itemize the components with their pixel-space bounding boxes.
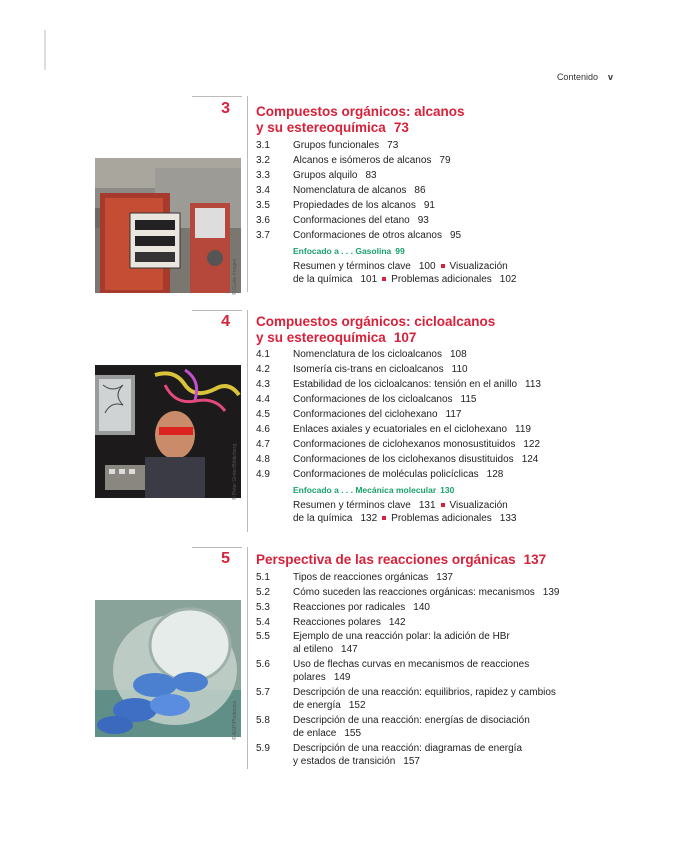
section-title: Reacciones polares — [293, 617, 381, 628]
section-page: 152 — [348, 700, 366, 711]
photo-credit: © AGP/Photonica — [232, 701, 238, 740]
section-title: Descripción de una reacción: equilibrios, rapidez y cambios — [293, 687, 556, 698]
chapter-title-line-1: Perspectiva de las reacciones orgánicas — [256, 552, 516, 567]
section-title: Conformaciones de ciclohexanos monosustituidos — [293, 439, 516, 450]
section-number: 4.6 — [256, 424, 270, 435]
section-title: Conformaciones del etano — [293, 215, 410, 226]
section-number: 4.7 — [256, 439, 270, 450]
section-title: Nomenclatura de alcanos — [293, 185, 407, 196]
summary-page: 131 — [418, 500, 436, 511]
section-title-cont: polares — [293, 672, 326, 683]
section-page: 139 — [542, 587, 560, 598]
section-page: 91 — [423, 200, 435, 211]
section-page: 128 — [486, 469, 504, 480]
section-number: 3.2 — [256, 155, 270, 166]
section-title: Conformaciones del ciclohexano — [293, 409, 438, 420]
toc-row[interactable] — [256, 407, 516, 422]
chapter-title-line-1: Compuestos orgánicos: cicloalcanos — [256, 314, 496, 329]
section-number: 5.5 — [256, 631, 270, 642]
section-page: 119 — [515, 424, 531, 435]
section-number: 5.8 — [256, 715, 270, 726]
focus-label: Enfocado a . . . Mecánica molecular — [293, 485, 437, 495]
section-number: 5.9 — [256, 743, 270, 754]
visualization-link-cont[interactable]: de la química — [293, 513, 353, 524]
focus-on-entry[interactable] — [256, 482, 516, 499]
bullet-square-icon — [441, 264, 445, 268]
section-list — [256, 347, 541, 525]
chapter-rule — [192, 96, 242, 97]
section-page: 115 — [460, 394, 477, 405]
section-page: 73 — [387, 140, 399, 151]
section-title-cont: al etileno — [293, 644, 334, 655]
bullet-square-icon — [441, 503, 445, 507]
section-number: 4.1 — [256, 349, 270, 360]
section-list — [256, 138, 516, 286]
chapter-5-photo — [95, 600, 241, 737]
visualization-link[interactable]: Visualización — [449, 500, 508, 511]
section-title: Enlaces axiales y ecuatoriales en el ciclohexano — [293, 424, 508, 435]
chapter-vertical-rule — [247, 310, 248, 532]
chapter-rule — [192, 547, 242, 548]
summary-entry — [256, 499, 516, 525]
section-number: 3.1 — [256, 140, 270, 151]
chapter-title-page: 73 — [393, 120, 409, 135]
toc-row[interactable] — [256, 183, 516, 198]
section-title-cont: y estados de transición — [293, 756, 396, 767]
section-page: 157 — [403, 756, 420, 767]
running-head-label: Contenido — [556, 72, 598, 82]
section-title: Descripción de una reacción: diagramas de energía — [293, 743, 523, 754]
photo-credit: © Peter Ginter/Bilderberg — [232, 443, 238, 500]
toc-row[interactable] — [256, 392, 516, 407]
toc-row[interactable] — [256, 213, 516, 228]
section-page: 108 — [449, 349, 467, 360]
section-title: Tipos de reacciones orgánicas — [293, 572, 429, 583]
problems-link[interactable]: Problemas adicionales — [391, 274, 492, 285]
chapter-4-photo — [95, 365, 241, 498]
toc-row[interactable] — [256, 138, 516, 153]
toc-row[interactable] — [256, 452, 539, 467]
section-page: 93 — [417, 215, 429, 226]
section-number: 5.7 — [256, 687, 270, 698]
section-page: 140 — [413, 602, 430, 613]
toc-row[interactable] — [256, 362, 516, 377]
section-page: 83 — [365, 170, 377, 181]
toc-row[interactable] — [256, 422, 531, 437]
chapter-title-page: 107 — [393, 330, 417, 345]
visualization-page: 101 — [360, 274, 378, 285]
focus-page: 99 — [395, 246, 405, 256]
section-title: Conformaciones de los cicloalcanos — [293, 394, 453, 405]
summary-link[interactable]: Resumen y términos clave — [293, 500, 411, 511]
section-page: 137 — [436, 572, 453, 583]
section-number: 5.4 — [256, 617, 270, 628]
chapter-title — [256, 314, 495, 346]
section-title: Conformaciones de los ciclohexanos disustituidos — [293, 454, 514, 465]
section-page: 124 — [521, 454, 539, 465]
section-title: Descripción de una reacción: energías de disociación — [293, 715, 530, 726]
focus-label: Enfocado a . . . Gasolina — [293, 246, 392, 256]
section-number: 3.7 — [256, 230, 270, 241]
section-page: 113 — [525, 379, 541, 390]
section-number: 4.3 — [256, 379, 270, 390]
section-title: Nomenclatura de los cicloalcanos — [293, 349, 442, 360]
section-title: Estabilidad de los cicloalcanos: tensión en el anillo — [293, 379, 518, 390]
section-number: 3.5 — [256, 200, 270, 211]
section-number: 4.5 — [256, 409, 270, 420]
chapter-number: 4 — [221, 313, 230, 330]
section-page: 110 — [451, 364, 468, 375]
summary-page: 100 — [418, 261, 436, 272]
photo-credit: © Gusto Images — [232, 258, 238, 295]
section-page: 142 — [388, 617, 406, 628]
section-number: 5.2 — [256, 587, 270, 598]
section-title-cont: de energía — [293, 700, 341, 711]
section-title: Grupos alquilo — [293, 170, 358, 181]
visualization-link[interactable]: Visualización — [449, 261, 508, 272]
section-number: 3.6 — [256, 215, 270, 226]
section-number: 5.3 — [256, 602, 270, 613]
toc-row[interactable] — [256, 437, 541, 452]
bullet-square-icon — [382, 277, 386, 281]
section-title: Uso de flechas curvas en mecanismos de reacciones — [293, 659, 530, 670]
running-head — [557, 72, 613, 82]
chapter-title-line-2: y su estereoquímica — [256, 120, 386, 135]
section-page: 155 — [344, 728, 362, 739]
summary-entry — [256, 260, 516, 286]
chapter-number: 3 — [221, 100, 230, 117]
toc-row[interactable] — [256, 153, 516, 168]
section-title: Alcanos e isómeros de alcanos — [293, 155, 432, 166]
visualization-link-cont[interactable]: de la química — [293, 274, 353, 285]
section-title: Grupos funcionales — [293, 140, 380, 151]
chapter-3-photo — [95, 158, 241, 293]
toc-row[interactable] — [256, 228, 516, 243]
section-page: 79 — [439, 155, 451, 166]
toc-row[interactable] — [256, 347, 516, 362]
chapter-number: 5 — [221, 550, 230, 567]
section-number: 4.2 — [256, 364, 270, 375]
section-number: 4.8 — [256, 454, 270, 465]
section-page: 122 — [523, 439, 541, 450]
section-page: 147 — [341, 644, 358, 655]
focus-on-entry[interactable] — [256, 243, 516, 260]
section-number: 4.9 — [256, 469, 270, 480]
chapter-title-page: 137 — [523, 552, 547, 567]
section-title: Isomería cis-trans en cicloalcanos — [293, 364, 444, 375]
section-title-cont: de enlace — [293, 728, 337, 739]
page-number: v — [607, 72, 613, 82]
problems-page: 133 — [499, 513, 517, 524]
visualization-page: 132 — [360, 513, 378, 524]
section-number: 5.6 — [256, 659, 270, 670]
section-page: 117 — [445, 409, 462, 420]
section-number: 4.4 — [256, 394, 270, 405]
chapter-title — [256, 104, 465, 136]
section-title: Conformaciones de moléculas policíclicas — [293, 469, 479, 480]
problems-link[interactable]: Problemas adicionales — [391, 513, 492, 524]
chapter-title — [256, 552, 546, 568]
toc-row[interactable] — [256, 168, 516, 183]
focus-page: 130 — [440, 485, 455, 495]
section-title: Ejemplo de una reacción polar: la adición de HBr — [293, 631, 510, 642]
problems-page: 102 — [499, 274, 517, 285]
bullet-square-icon — [382, 516, 386, 520]
summary-link[interactable]: Resumen y términos clave — [293, 261, 411, 272]
section-title: Propiedades de los alcanos — [293, 200, 416, 211]
section-title: Conformaciones de otros alcanos — [293, 230, 442, 241]
toc-row[interactable] — [256, 377, 541, 392]
section-title: Reacciones por radicales — [293, 602, 406, 613]
section-page: 149 — [333, 672, 351, 683]
chapter-title-line-1: Compuestos orgánicos: alcanos — [256, 104, 465, 119]
section-page: 95 — [449, 230, 462, 241]
chapter-rule — [192, 310, 242, 311]
section-number: 5.1 — [256, 572, 270, 583]
margin-mark — [44, 30, 46, 70]
chapter-vertical-rule — [247, 96, 248, 292]
chapter-vertical-rule — [247, 547, 248, 769]
toc-row[interactable] — [256, 198, 516, 213]
section-number: 3.4 — [256, 185, 270, 196]
toc-row[interactable] — [256, 467, 516, 482]
section-number: 3.3 — [256, 170, 270, 181]
chapter-title-line-2: y su estereoquímica — [256, 330, 386, 345]
section-page: 86 — [414, 185, 426, 196]
section-title: Cómo suceden las reacciones orgánicas: mecanismos — [293, 587, 535, 598]
